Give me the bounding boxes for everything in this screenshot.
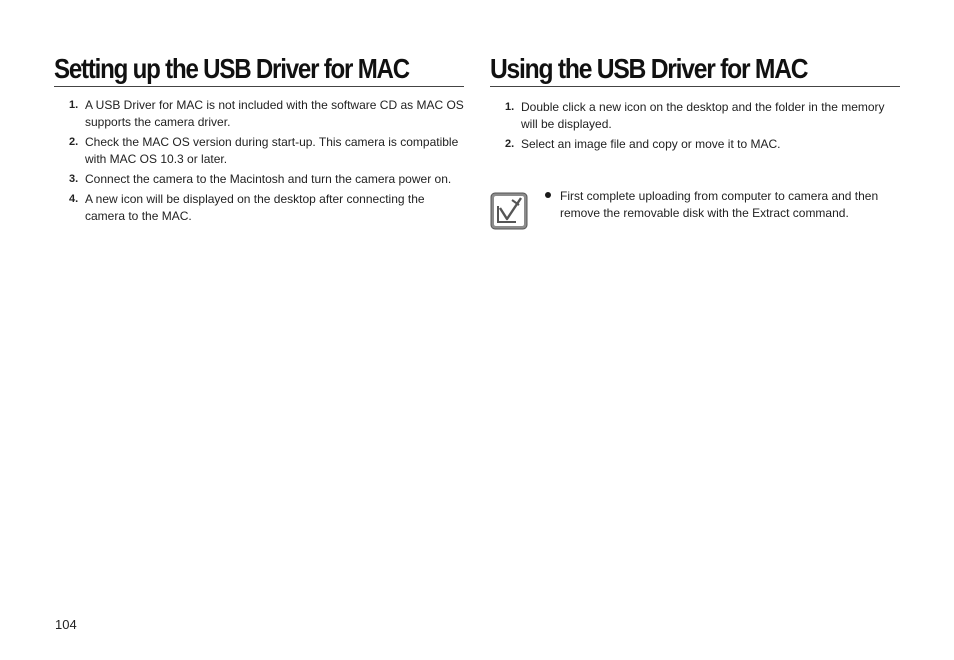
list-item	[54, 171, 464, 188]
note-text: First complete uploading from computer to camera and then remove the removable disk with the Extract command.	[560, 189, 879, 220]
step-number: 1.	[69, 99, 79, 111]
title-rule	[490, 86, 900, 87]
section-title-using: Using the USB Driver for MAC	[490, 53, 808, 84]
page-number: 104	[55, 617, 77, 632]
step-text: A USB Driver for MAC is not included with the software CD as MAC OS supports the camera driver.	[85, 98, 464, 129]
note-box	[490, 188, 900, 232]
step-number: 4.	[69, 193, 79, 205]
list-item	[54, 97, 464, 131]
step-text: A new icon will be displayed on the desktop after connecting the camera to the MAC.	[85, 192, 425, 223]
step-number: 1.	[505, 101, 515, 113]
list-item	[490, 99, 900, 133]
setup-steps-list	[54, 97, 464, 225]
step-number: 2.	[69, 136, 79, 148]
step-number: 2.	[505, 138, 515, 150]
step-text: Double click a new icon on the desktop and the folder in the memory will be displayed.	[521, 100, 885, 131]
step-text: Check the MAC OS version during start-up. This camera is compatible with MAC OS 10.3 or later.	[85, 135, 459, 166]
using-steps-list	[490, 99, 900, 153]
list-item	[490, 136, 900, 153]
step-text: Select an image file and copy or move it to MAC.	[521, 137, 781, 151]
list-item	[54, 191, 464, 225]
title-rule	[54, 86, 464, 87]
note-pencil-icon	[490, 192, 528, 230]
step-text: Connect the camera to the Macintosh and turn the camera power on.	[85, 172, 452, 186]
section-title-setup: Setting up the USB Driver for MAC	[54, 53, 409, 84]
list-item	[54, 134, 464, 168]
bullet-icon	[545, 192, 551, 198]
right-section	[490, 52, 900, 220]
left-section	[54, 52, 464, 228]
step-number: 3.	[69, 173, 79, 185]
